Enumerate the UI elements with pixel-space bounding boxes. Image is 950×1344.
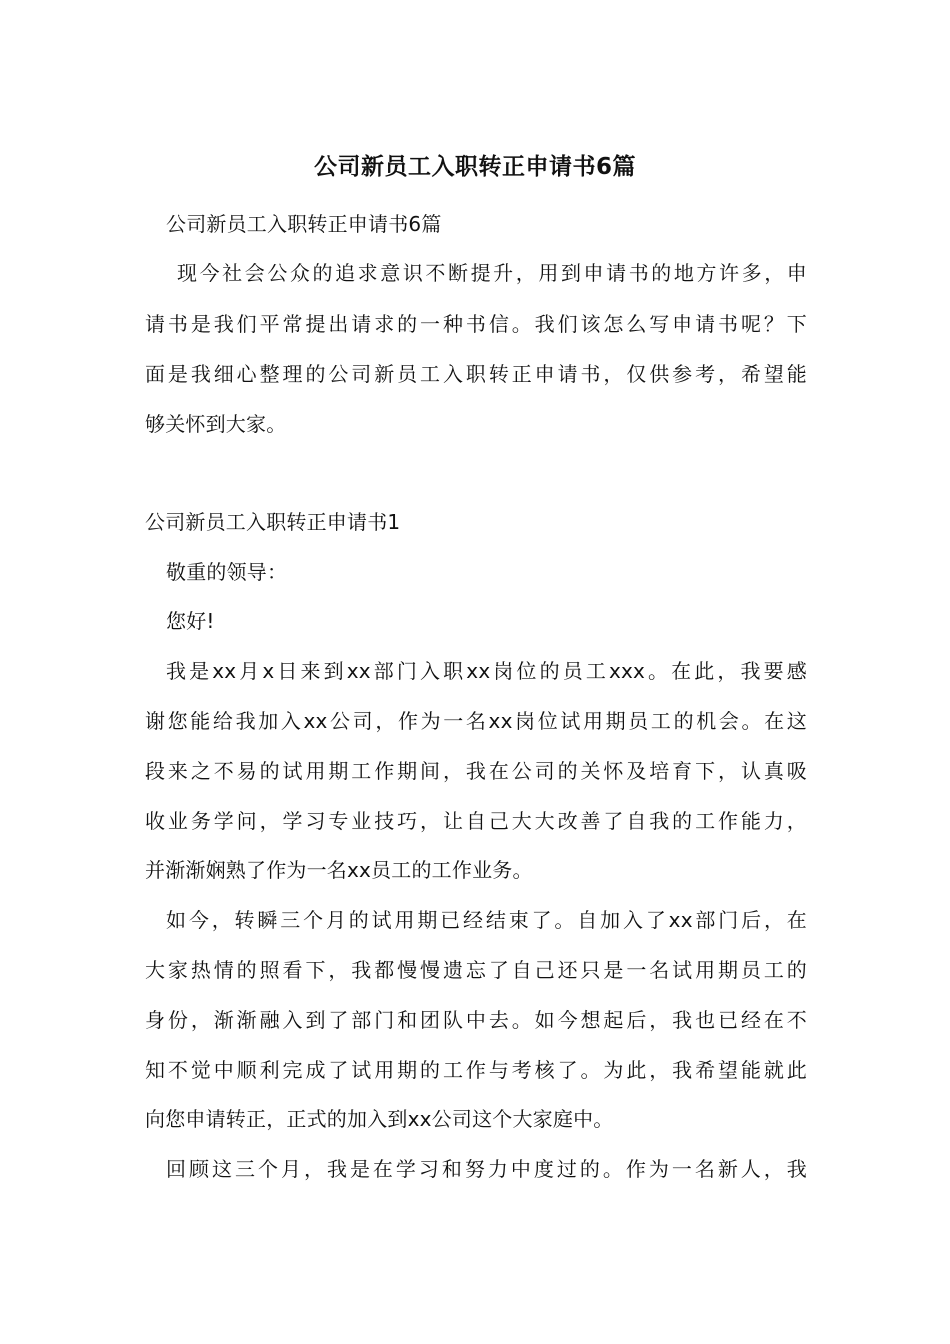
- greeting-line: 您好!: [166, 609, 215, 633]
- section-heading: 公司新员工入职转正申请书1: [145, 510, 401, 534]
- paragraph-line: 面是我细心整理的公司新员工入职转正申请书，仅供参考，希望能: [145, 362, 807, 386]
- paragraph-line: 并渐渐娴熟了作为一名xx员工的工作业务。: [145, 858, 533, 882]
- document-title: 公司新员工入职转正申请书6篇: [313, 154, 636, 180]
- subtitle-line: 公司新员工入职转正申请书6篇: [166, 212, 442, 236]
- paragraph-line: 请书是我们平常提出请求的一种书信。我们该怎么写申请书呢？下: [145, 312, 807, 336]
- paragraph-line: 回顾这三个月，我是在学习和努力中度过的。作为一名新人，我: [166, 1157, 807, 1181]
- paragraph-line: 身份，渐渐融入到了部门和团队中去。如今想起后，我也已经在不: [145, 1008, 807, 1032]
- paragraph-line: 段来之不易的试用期工作期间，我在公司的关怀及培育下，认真吸: [145, 759, 807, 783]
- paragraph-line: 够关怀到大家。: [145, 412, 287, 436]
- paragraph-line: 如今，转瞬三个月的试用期已经结束了。自加入了xx部门后，在: [166, 908, 807, 932]
- paragraph-line: 向您申请转正，正式的加入到xx公司这个大家庭中。: [145, 1107, 614, 1131]
- paragraph-line: 收业务学问，学习专业技巧，让自己大大改善了自我的工作能力，: [145, 809, 807, 833]
- paragraph-line: 我是xx月x日来到xx部门入职xx岗位的员工xxx。在此，我要感: [166, 659, 807, 683]
- paragraph-line: 谢您能给我加入xx公司，作为一名xx岗位试用期员工的机会。在这: [145, 709, 807, 733]
- paragraph-line: 知不觉中顺利完成了试用期的工作与考核了。为此，我希望能就此: [145, 1058, 807, 1082]
- paragraph-line: 大家热情的照看下，我都慢慢遗忘了自己还只是一名试用期员工的: [145, 958, 807, 982]
- paragraph-line: 现今社会公众的追求意识不断提升，用到申请书的地方许多，申: [177, 261, 807, 285]
- salutation-line: 敬重的领导：: [166, 560, 288, 584]
